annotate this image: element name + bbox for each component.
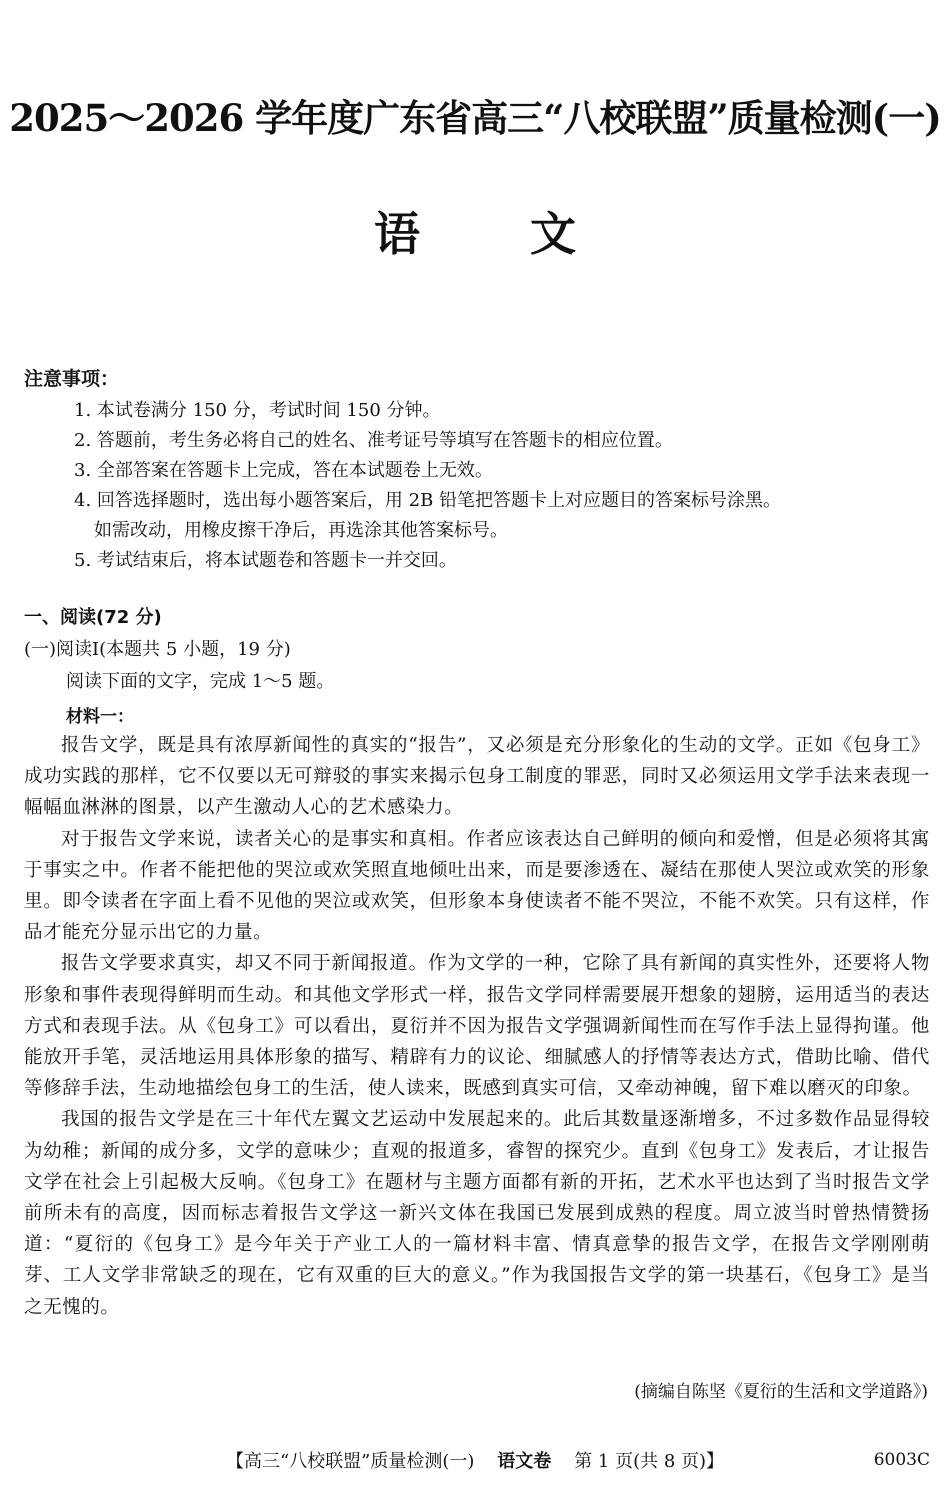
footer-code: 6003C [873,1450,930,1470]
footer-exam-name: 【高三“八校联盟”质量检测(一) [225,1451,475,1472]
footer-paper-name: 语文卷 [497,1451,552,1472]
notice-heading: 注意事项： [24,368,120,390]
notice-list [74,396,934,576]
exam-title: 2025～2026 学年度广东省高三“八校联盟”质量检测(一) [9,96,941,140]
subsection-heading: (一)阅读Ⅰ(本题共 5 小题，19 分) [24,639,291,660]
material-body [24,730,930,1323]
notice-item-4: 4. 回答选择题时，选出每小题答案后，用 2B 铅笔把答题卡上对应题目的答案标号涂黑。 [74,490,782,511]
footer-page-number: 第 1 页(共 8 页)】 [574,1451,725,1472]
reading-instruction: 阅读下面的文字，完成 1～5 题。 [66,671,335,692]
notice-item-3: 3. 全部答案在答题卡上完成，答在本试题卷上无效。 [74,460,493,481]
subject-title: 语文 [374,207,686,261]
notice-item-4-continued [74,516,934,546]
paragraph-1: 报告文学，既是具有浓厚新闻性的真实的“报告”，又必须是充分形象化的生动的文学。正如《包身工》成功实践的那样，它不仅要以无可辩驳的事实来揭示包身工制度的罪恶，同时又必须运用文学手法来表现一幅幅血淋淋的图景，以产生激动人心的艺术感染力。 [24,735,930,819]
source-citation: (摘编自陈坚《夏衍的生活和文学道路》) [634,1382,928,1402]
material-label: 材料一： [66,707,134,727]
paragraph-3: 报告文学要求真实，却又不同于新闻报道。作为文学的一种，它除了具有新闻的真实性外，还要将人物形象和事件表现得鲜明而生动。和其他文学形式一样，报告文学同样需要展开想象的翅膀，运用适当的表达方式和表现手法。从《包身工》可以看出，夏衍并不因为报告文学强调新闻性而在写作手法上显得拘谨。他能放开手笔，灵活地运用具体形象的描写、精辟有力的议论、细腻感人的抒情等表达方式，借助比喻、借代等修辞手法，生动地描绘包身工的生活，使人读来，既感到真实可信，又牵动神魄，留下难以磨灭的印象。 [24,953,930,1100]
notice-item-2: 2. 答题前，考生务必将自己的姓名、准考证号等填写在答题卡的相应位置。 [74,430,673,451]
notice-item-4-cont-text: 如需改动，用橡皮擦干净后，再选涂其他答案标号。 [94,520,508,541]
section-heading: 一、阅读(72 分) [24,607,162,628]
notice-item-5: 5. 考试结束后，将本试题卷和答题卡一并交回。 [74,550,457,571]
notice-item-1: 1. 本试卷满分 150 分，考试时间 150 分钟。 [74,400,441,421]
paragraph-2: 对于报告文学来说，读者关心的是事实和真相。作者应该表达自己鲜明的倾向和爱憎，但是必须将其寓于事实之中。作者不能把他的哭泣或欢笑照直地倾吐出来，而是要渗透在、凝结在那使人哭泣或欢笑的形象里。即令读者在字面上看不见他的哭泣或欢笑，但形象本身使读者不能不哭泣，不能不欢笑。只有这样，作品才能充分显示出它的力量。 [24,828,930,944]
page-footer [0,1447,950,1473]
paragraph-4: 我国的报告文学是在三十年代左翼文艺运动中发展起来的。此后其数量逐渐增多，不过多数作品显得较为幼稚；新闻的成分多，文学的意味少；直观的报道多，睿智的探究少。直到《包身工》发表后，才让报告文学在社会上引起极大反响。《包身工》在题材与主题方面都有新的开拓，艺术水平也达到了当时报告文学前所未有的高度，因而标志着报告文学这一新兴文体在我国已发展到成熟的程度。周立波当时曾热情赞扬道：“夏衍的《包身工》是今年关于产业工人的一篇材料丰富、情真意挚的报告文学，在报告文学刚刚萌芽、工人文学非常缺乏的现在，它有双重的巨大的意义。”作为我国报告文学的第一块基石，《包身工》是当之无愧的。 [24,1109,930,1318]
